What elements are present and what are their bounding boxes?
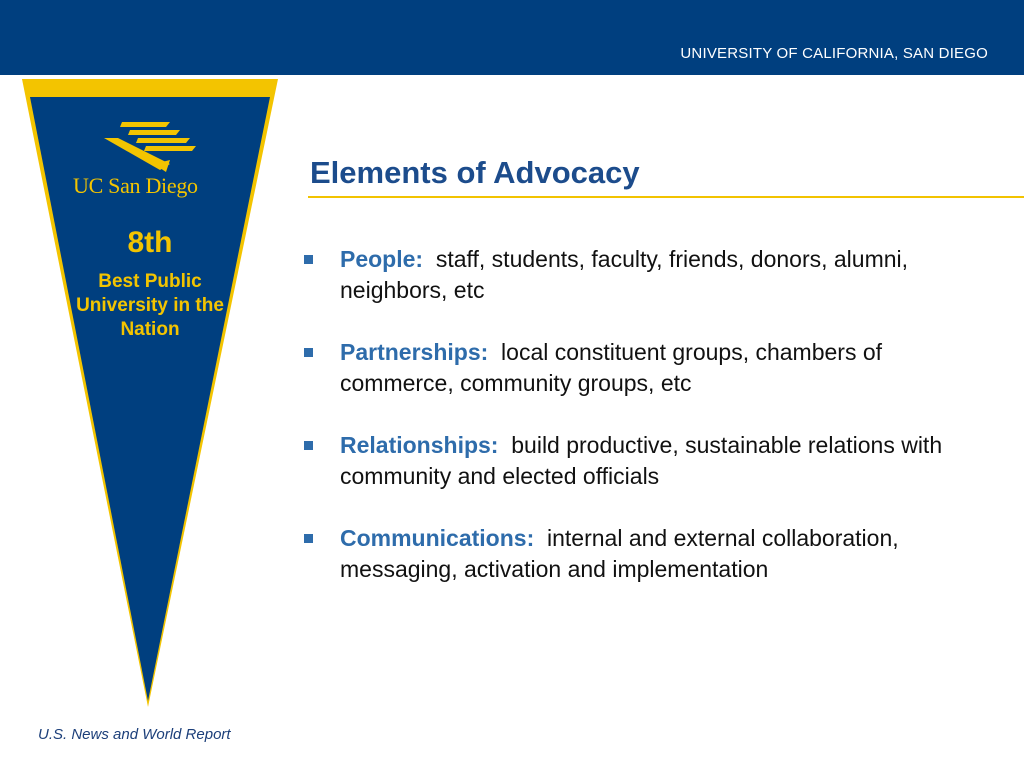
square-bullet-icon: [304, 441, 313, 450]
bullet-text: local constituent groups, chambers of commerce, community groups, etc: [340, 339, 883, 396]
source-citation: U.S. News and World Report: [38, 726, 231, 743]
rank-number: 8th: [127, 226, 173, 259]
bullet-item: [300, 523, 990, 585]
bullet-item: [300, 244, 990, 306]
ucsd-trident-logo-icon: [100, 120, 200, 180]
bullet-list: [300, 244, 990, 616]
square-bullet-icon: [304, 255, 313, 264]
rank-description: Best Public University in the Nation: [76, 271, 224, 340]
bullet-term: Relationships:: [340, 432, 499, 458]
title-divider: [308, 196, 1024, 198]
bullet-text: staff, students, faculty, friends, donors, alumni, neighbors, etc: [340, 246, 909, 303]
square-bullet-icon: [304, 348, 313, 357]
bullet-term: Partnerships:: [340, 339, 489, 365]
ucsd-wordmark: UC San Diego: [73, 173, 198, 198]
bullet-item: [300, 337, 990, 399]
header-bar: [0, 0, 1024, 75]
slide-title: Elements of Advocacy: [310, 155, 640, 190]
bullet-term: People:: [340, 246, 424, 272]
bullet-text: build productive, sustainable relations with community and elected officials: [340, 432, 943, 489]
university-name: UNIVERSITY OF CALIFORNIA, SAN DIEGO: [680, 45, 988, 62]
square-bullet-icon: [304, 534, 313, 543]
bullet-term: Communications:: [340, 525, 535, 551]
bullet-text: internal and external collaboration, messaging, activation and implementation: [340, 525, 899, 582]
bullet-item: [300, 430, 990, 492]
